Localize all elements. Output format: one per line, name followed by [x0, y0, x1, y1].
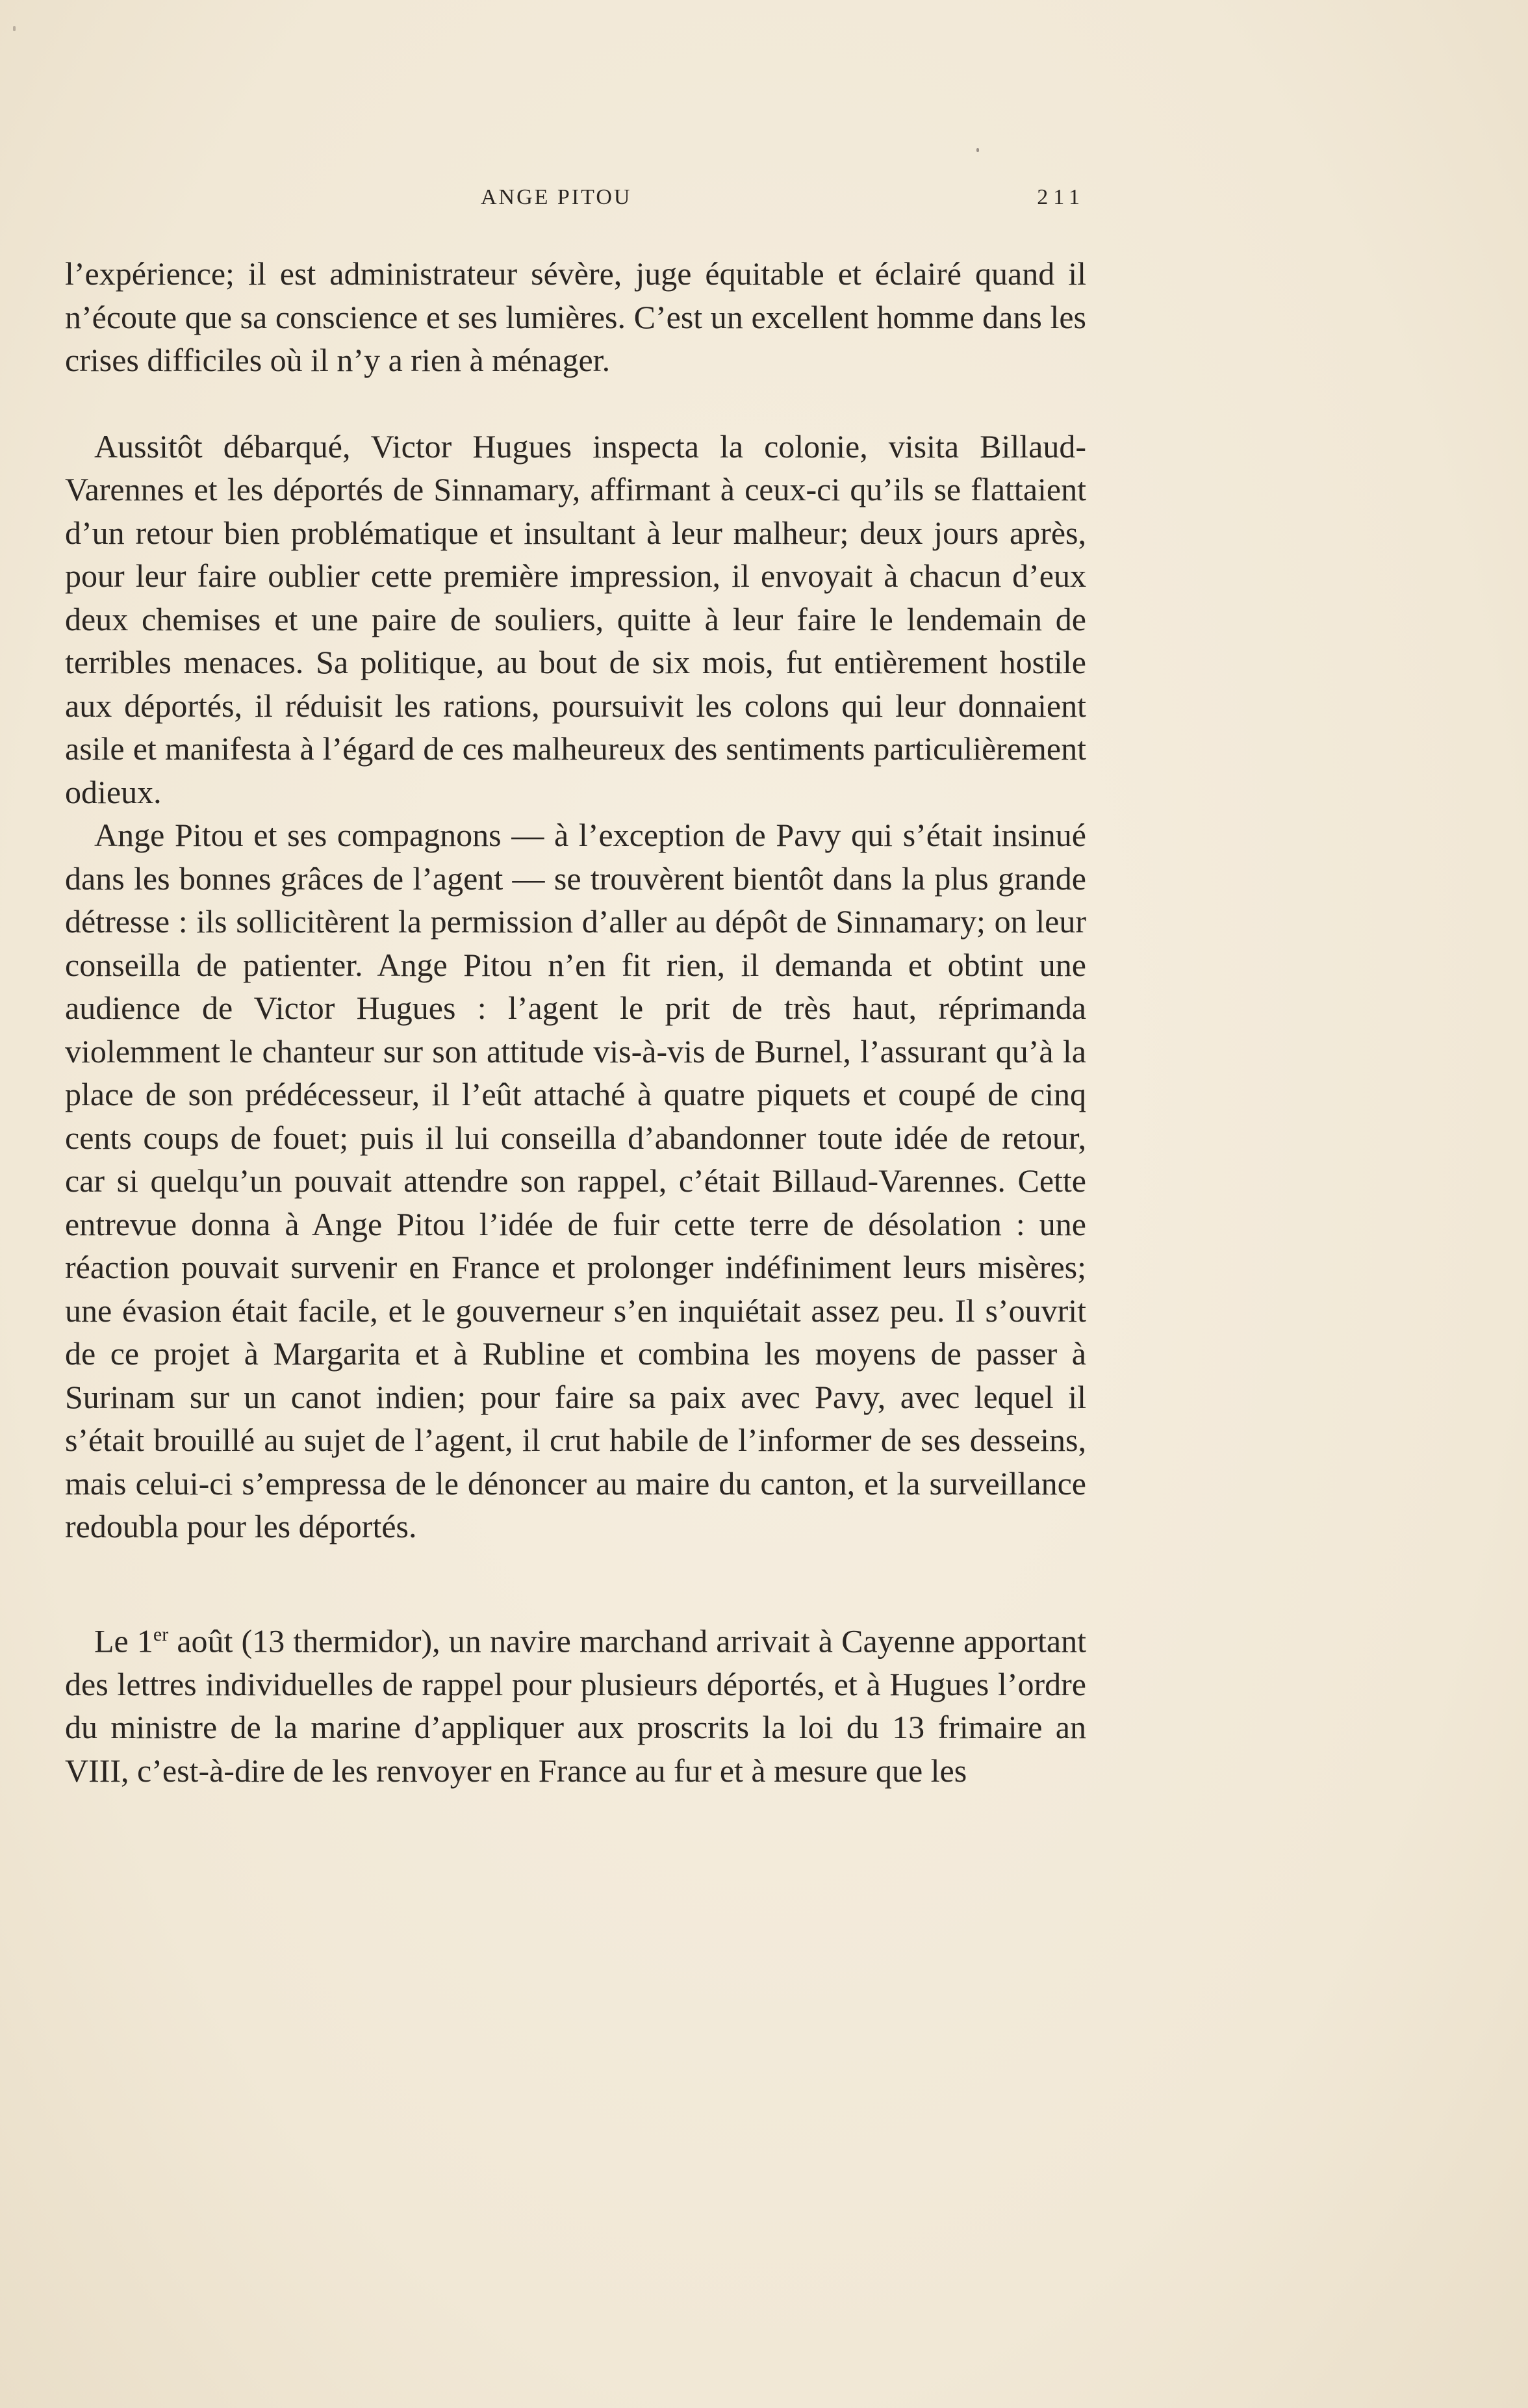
- paragraph-2: Aussitôt débarqué, Victor Hugues inspecta la colonie, visita Billaud-Varennes et les déportés de Sinnamary, affirmant à ceux-ci qu’ils se flattaient d’un retour bien problématique et insultant à leur malheur; deux jours après, pour leur faire oublier cette première impression, il envoyait à chacun d’eux deux chemises et une paire de souliers, quitte à leur faire le lendemain de terribles menaces. Sa politique, au bout de six mois, fut entièrement hostile aux déportés, il réduisit les rations, poursuivit les colons qui leur donnaient asile et manifesta à l’égard de ces malheureux des sentiments particulièrement odieux.: [65, 428, 1086, 810]
- page-header: [481, 185, 1085, 219]
- ordinal-superscript: er: [153, 1623, 169, 1645]
- ordinal-number: 1: [136, 1622, 153, 1659]
- page-number: 211: [1037, 185, 1085, 209]
- paragraph-3: Ange Pitou et ses compagnons — à l’exception de Pavy qui s’était insinué dans les bonnes grâces de l’agent — se trouvèrent bientôt dans la plus grande détresse : ils sollicitèrent la permission d’aller au dépôt de Sinnamary; on leur conseilla de patienter. Ange Pitou n’en fit rien, il demanda et obtint une audience de Victor Hugues : l’agent le prit de très haut, réprimanda violemment le chanteur sur son attitude vis-à-vis de Burnel, l’assurant qu’à la place de son prédécesseur, il l’eût attaché à quatre piquets et coupé de cinq cents coups de fouet; puis il lui conseilla d’abandonner toute idée de retour, car si quelqu’un pouvait attendre son rappel, c’était Billaud-Varennes. Cette entrevue donna à Ange Pitou l’idée de fuir cette terre de désolation : une réaction pouvait survenir en France et prolonger indéfiniment leurs misères; une évasion était facile, et le gouverneur s’en inquiétait assez peu. Il s’ouvrit de ce projet à Margarita et à Rubline et combina les moyens de passer à Surinam sur un canot indien; pour faire sa paix avec Pavy, avec lequel il s’était brouillé au sujet de l’agent, il crut habile de l’informer de ses desseins, mais celui-ci s’empressa de le dénoncer au maire du canton, et la surveillance redoubla pour les déportés.: [65, 817, 1086, 1544]
- body-text: [65, 252, 1086, 1792]
- paragraph-4: [65, 1613, 1086, 1793]
- paragraph-4-rest: août (13 thermidor), un navire marchand arrivait à Cayenne apportant des lettres individuelles de rappel pour plusieurs déportés, et à Hugues l’ordre du ministre de la marine d’appliquer aux proscrits la loi du 13 frimaire an VIII, c’est-à-dire de les renvoyer en France au fur et à mesure que les: [65, 1622, 1086, 1789]
- paper-speck: [976, 148, 979, 152]
- paragraph-1: l’expérience; il est administrateur sévère, juge équitable et éclairé quand il n’écoute que sa conscience et ses lumières. C’est un excellent homme dans les crises difficiles où il n’y a rien à ménager.: [65, 255, 1086, 378]
- paper-speck: [13, 26, 16, 31]
- running-title: ANGE PITOU: [481, 185, 632, 209]
- paragraph-4-start: Le: [94, 1622, 137, 1659]
